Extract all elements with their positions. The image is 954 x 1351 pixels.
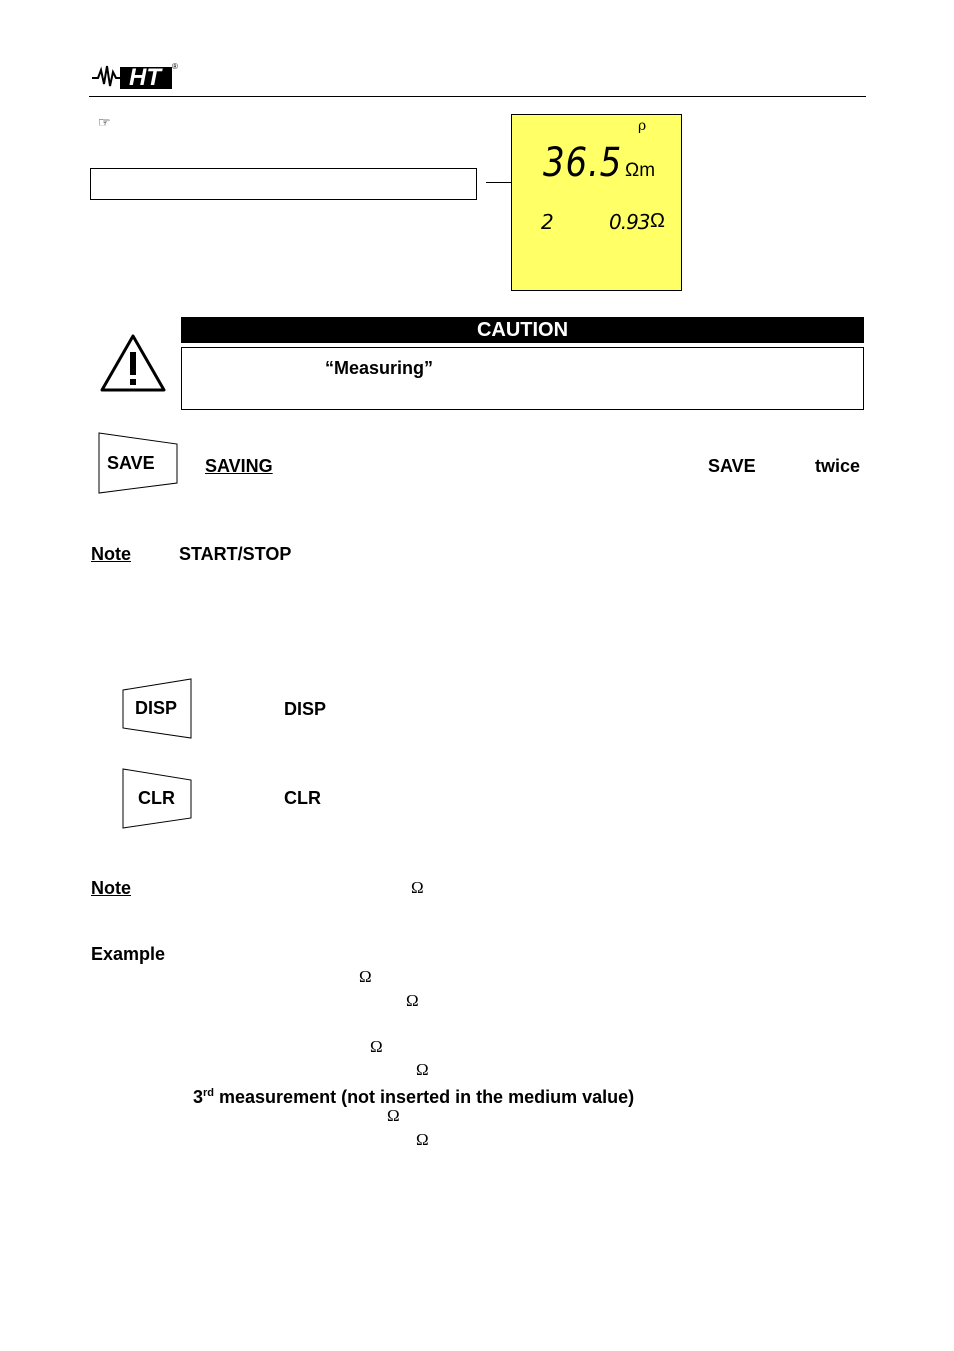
disp-key[interactable] xyxy=(122,678,194,740)
warning-triangle-icon xyxy=(98,332,168,394)
lcd-rho-symbol: ρ xyxy=(638,118,647,134)
disp-key-label: DISP xyxy=(135,698,178,718)
ohm-symbol: Ω xyxy=(411,878,424,897)
caution-measuring-text: “Measuring” xyxy=(325,358,434,378)
ohm-symbol: Ω xyxy=(416,1060,429,1079)
lcd-resistance-value: 0.93 xyxy=(609,210,650,234)
third-measurement-text: measurement (not inserted in the medium value) xyxy=(214,1087,635,1107)
ordinal-suffix: rd xyxy=(203,1087,215,1099)
ohm-symbol: Ω xyxy=(359,967,372,986)
ohm-symbol: Ω xyxy=(387,1106,400,1125)
save-key[interactable] xyxy=(98,432,180,494)
clr-key-label: CLR xyxy=(138,788,175,808)
disp-reference: DISP xyxy=(284,699,327,719)
save-key-reference: SAVE xyxy=(708,456,756,476)
twice-emphasis: twice xyxy=(815,456,861,476)
start-stop-reference: START/STOP xyxy=(179,544,292,564)
header-rule xyxy=(89,96,866,97)
third-measurement-number: 3 xyxy=(193,1087,204,1107)
pointing-hand-icon: ☞ xyxy=(98,114,111,130)
logo-text: HT xyxy=(129,64,161,91)
clr-reference: CLR xyxy=(284,788,321,808)
lcd-left-indicator: 2 xyxy=(541,210,554,234)
caution-header xyxy=(181,317,864,343)
caution-box xyxy=(181,347,864,410)
save-key-label: SAVE xyxy=(107,453,155,473)
note-label: Note xyxy=(91,544,131,564)
lcd-main-value: 36.5 xyxy=(543,140,623,186)
clr-key[interactable] xyxy=(122,768,194,830)
caution-title: CAUTION xyxy=(476,319,569,341)
note-label: Note xyxy=(91,878,131,898)
ohm-symbol: Ω xyxy=(370,1037,383,1056)
ht-logo xyxy=(92,60,178,92)
logo-registered-mark: ® xyxy=(172,62,178,71)
saving-heading: SAVING xyxy=(205,456,273,476)
third-measurement-line xyxy=(193,1082,634,1108)
lcd-main-unit: Ωm xyxy=(625,160,656,181)
example-heading: Example xyxy=(91,944,166,964)
lcd-resistance-unit: Ω xyxy=(650,210,665,232)
empty-callout-box xyxy=(90,168,477,200)
ohm-symbol: Ω xyxy=(416,1130,429,1149)
ohm-symbol: Ω xyxy=(406,991,419,1010)
